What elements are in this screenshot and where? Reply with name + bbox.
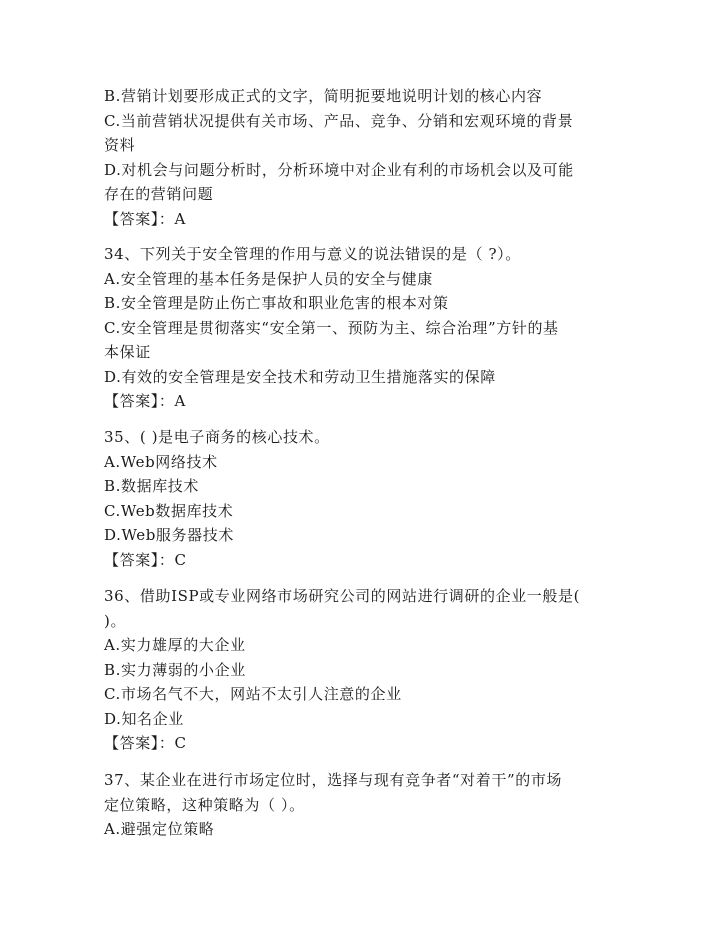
question-stem: 36、借助ISP或专业网络市场研究公司的网站进行调研的企业一般是( [104, 587, 581, 605]
option-a: A.实力雄厚的大企业 [104, 636, 246, 654]
question-37 [104, 768, 624, 842]
option-a: A.安全管理的基本任务是保护人员的安全与健康 [104, 269, 433, 288]
option-c: C.市场名气不大，网站不太引人注意的企业 [104, 685, 402, 703]
option-c-cont: 本保证 [104, 343, 151, 361]
option-b: B.安全管理是防止伤亡事故和职业危害的根本对策 [104, 294, 449, 312]
question-stem: 35、( )是电子商务的核心技术。 [104, 428, 330, 446]
option-b: B.实力薄弱的小企业 [104, 660, 246, 679]
option-d: D.Web服务器技术 [104, 526, 234, 544]
option-c: C.Web数据库技术 [104, 501, 234, 520]
answer: 【答案】：A [104, 209, 186, 228]
question-stem-cont: )。 [104, 611, 127, 630]
option-d: D.有效的安全管理是安全技术和劳动卫生措施落实的保障 [104, 367, 496, 386]
question-stem: 37、某企业在进行市场定位时，选择与现有竞争者“对着干”的市场 [104, 771, 563, 789]
option-d: D.知名企业 [104, 709, 184, 728]
option-d-cont: 存在的营销问题 [104, 185, 214, 203]
question-35 [104, 425, 624, 572]
answer: 【答案】：C [104, 550, 187, 569]
option-b: B.数据库技术 [104, 477, 199, 495]
option-a: A.避强定位策略 [104, 820, 215, 838]
question-stem: 34、下列关于安全管理的作用与意义的说法错误的是（ ?）。 [104, 245, 521, 263]
option-c: C.安全管理是贯彻落实“安全第一、预防为主、综合治理”方针的基 [104, 318, 559, 337]
question-prev [104, 84, 624, 231]
option-c: C.当前营销状况提供有关市场、产品、竞争、分销和宏观环境的背景 [104, 111, 574, 130]
option-c-cont: 资料 [104, 136, 136, 154]
answer: 【答案】：A [104, 392, 186, 410]
question-34 [104, 242, 624, 414]
question-36 [104, 584, 624, 756]
question-stem-cont: 定位策略，这种策略为（ ）。 [104, 795, 305, 814]
option-a: A.Web网络技术 [104, 452, 218, 471]
answer: 【答案】：C [104, 734, 187, 752]
option-b: B.营销计划要形成正式的文字，简明扼要地说明计划的核心内容 [104, 87, 543, 105]
option-d: D.对机会与问题分析时，分析环境中对企业有利的市场机会以及可能 [104, 160, 574, 179]
